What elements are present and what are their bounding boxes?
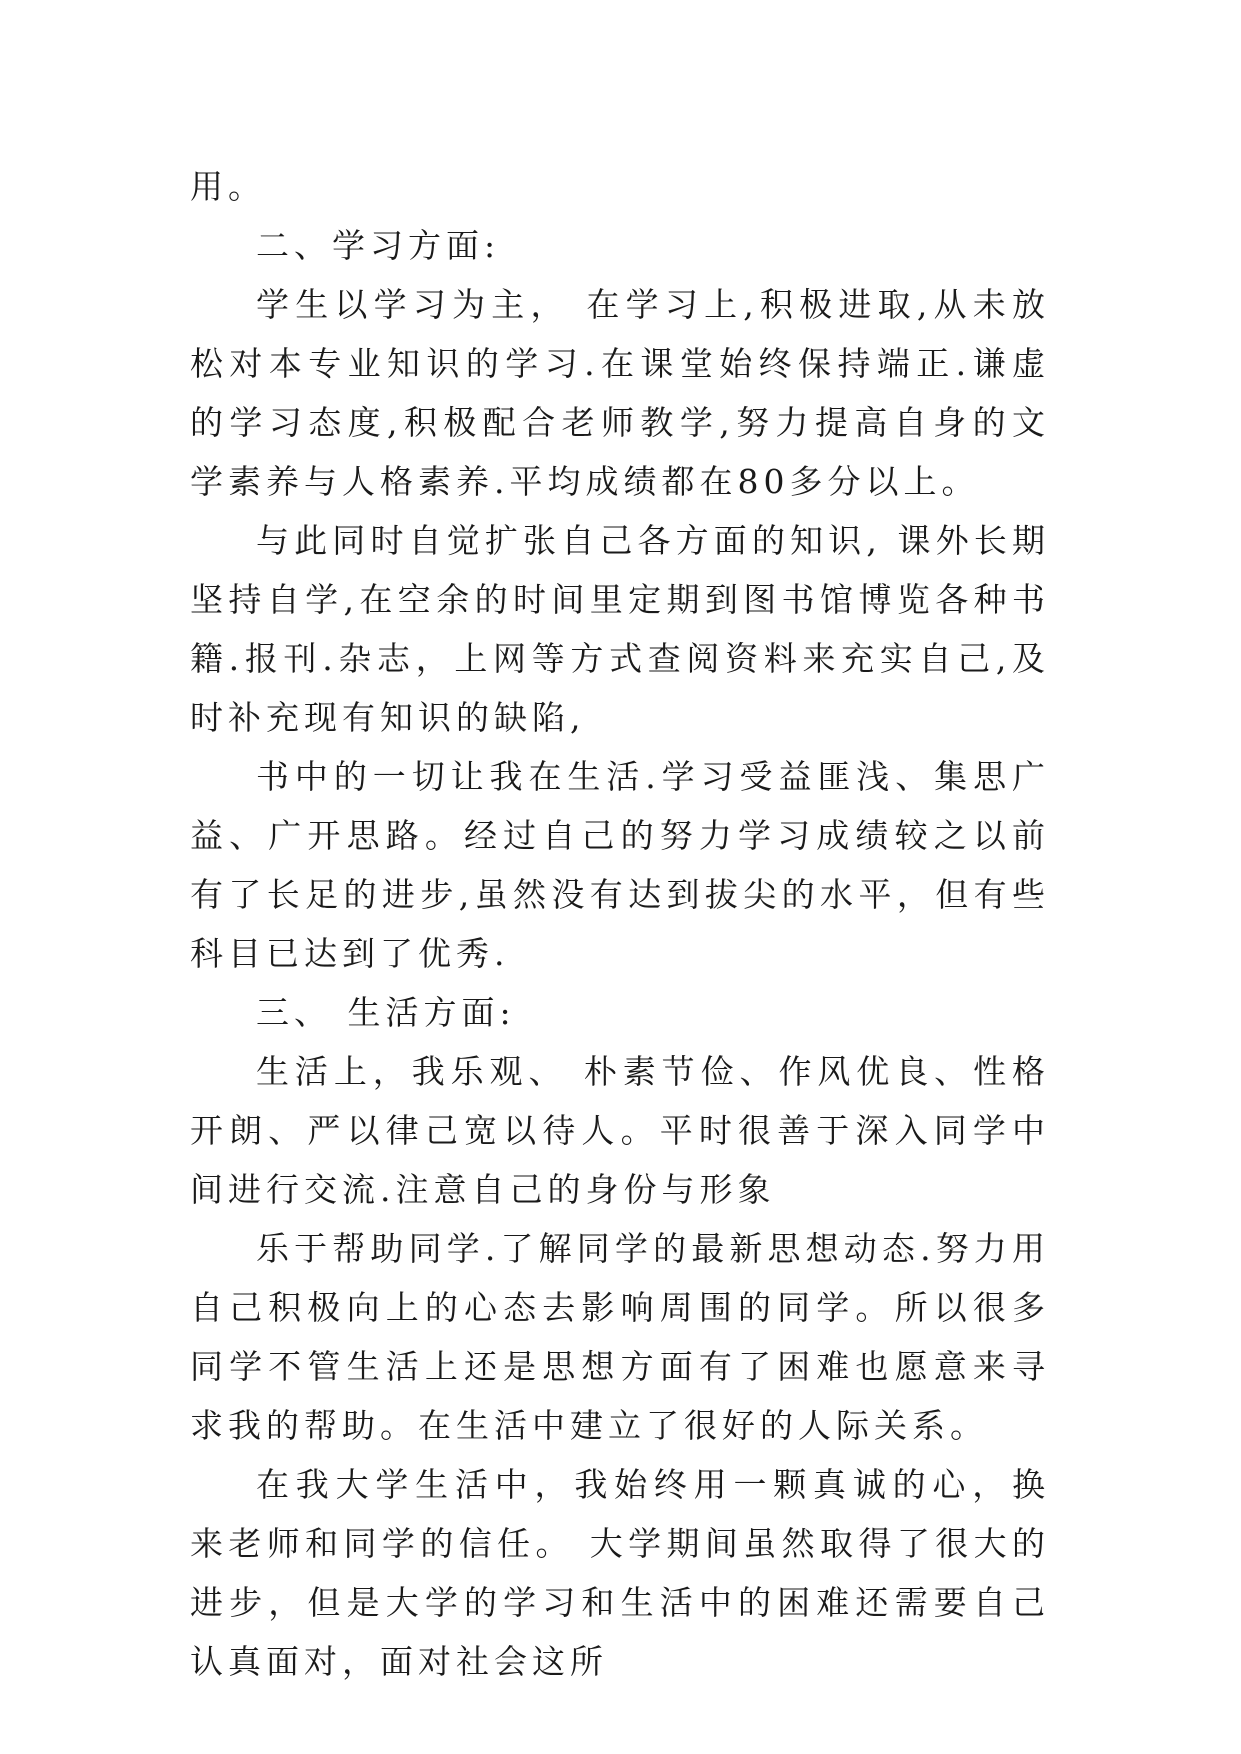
paragraph-reading-progress: 书中的一切让我在生活.学习受益匪浅、集思广益、广开思路。经过自己的努力学习成绩较之以前有了长足的进步,虽然没有达到拔尖的水平，但有些科目已达到了优秀.: [190, 757, 1050, 973]
paragraph-life-character: 生活上，我乐观、 朴素节俭、作风优良、性格开朗、严以律己宽以待人。平时很善于深入同学中间进行交流.注意自己的身份与形象: [190, 1052, 1050, 1209]
paragraph-university-summary: 在我大学生活中，我始终用一颗真诚的心，换来老师和同学的信任。 大学期间虽然取得了很大的进步，但是大学的学习和生活中的困难还需要自己认真面对，面对社会这所: [190, 1465, 1050, 1681]
section-heading-life: 三、 生活方面:: [256, 993, 516, 1032]
paragraph-self-study: 与此同时自觉扩张自己各方面的知识, 课外长期坚持自学,在空余的时间里定期到图书馆博览各种书籍.报刊.杂志，上网等方式查阅资料来充实自己,及时补充现有知识的缺陷,: [190, 521, 1050, 737]
document-body: [190, 157, 1050, 1691]
paragraph-continuation: 用。: [190, 167, 266, 206]
section-heading-study: 二、学习方面:: [256, 226, 501, 265]
paragraph-study-attitude: 学生以学习为主， 在学习上,积极进取,从未放松对本专业知识的学习.在课堂始终保持端正.谦虚的学习态度,积极配合老师教学,努力提高自身的文学素养与人格素养.平均成绩都在80多分以上。: [190, 285, 1050, 501]
paragraph-helping-classmates: 乐于帮助同学.了解同学的最新思想动态.努力用自己积极向上的心态去影响周围的同学。所以很多同学不管生活上还是思想方面有了困难也愿意来寻求我的帮助。在生活中建立了很好的人际关系。: [190, 1229, 1050, 1445]
